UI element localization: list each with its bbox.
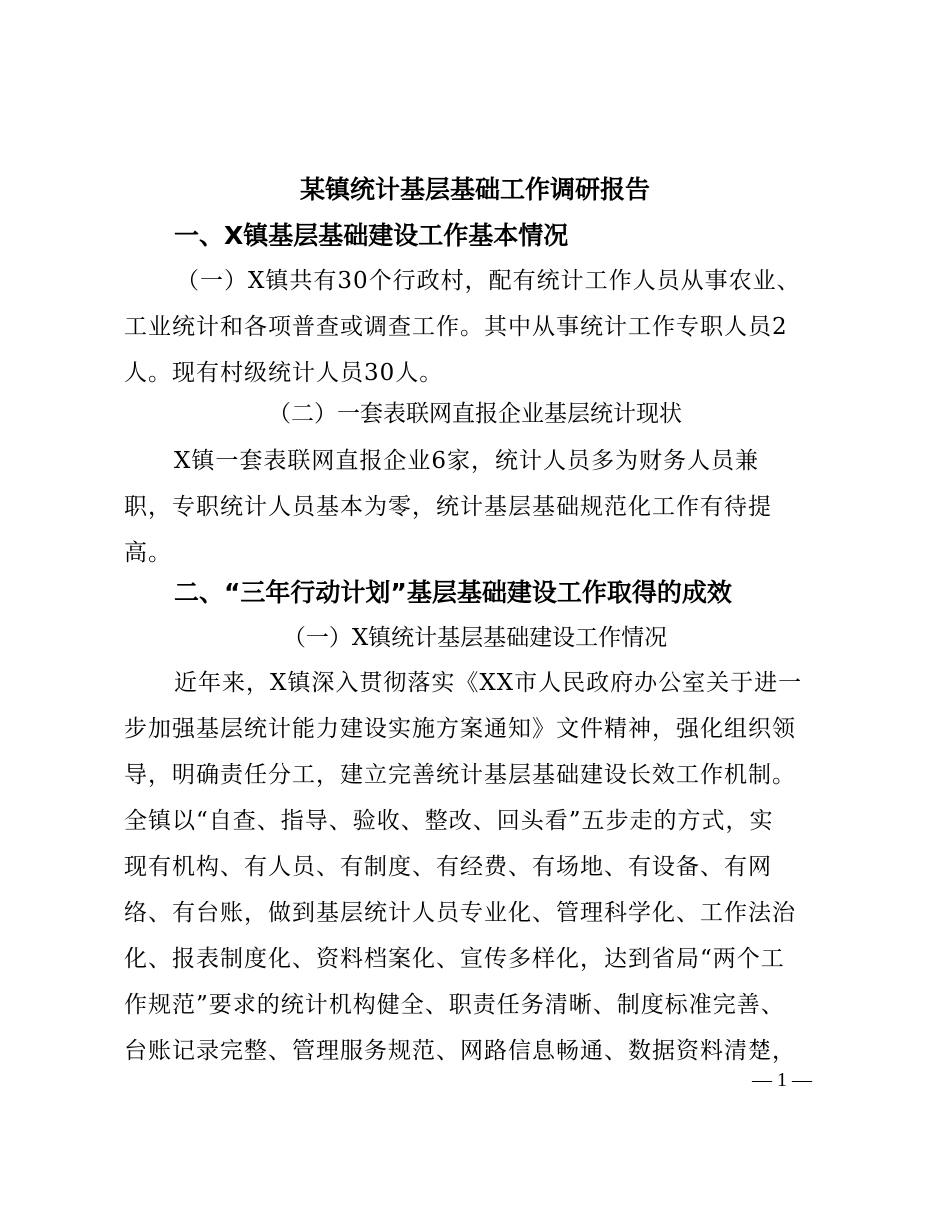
section-2-subheading-1: （一）X镇统计基层基础建设工作情况 [282, 625, 668, 651]
section-1-heading: 一、X镇基层基础建设工作基本情况 [174, 221, 569, 250]
paragraph-line: 全镇以“自查、指导、验收、整改、回头看”五步走的方式，实 [124, 808, 774, 834]
paragraph-line: 职，专职统计人员基本为零，统计基层基础规范化工作有待提 [124, 494, 772, 520]
paragraph-line: 台账记录完整、管理服务规范、网路信息畅通、数据资料清楚， [124, 1038, 796, 1064]
paragraph-line: 作规范”要求的统计机构健全、职责任务清晰、制度标准完善、 [124, 992, 785, 1018]
paragraph-line: 近年来，X镇深入贯彻落实《XX市人民政府办公室关于进一 [174, 670, 803, 696]
section-1-paragraph-1 [124, 258, 834, 396]
paragraph-line: （一）X镇共有30个行政村，配有统计工作人员从事农业、 [176, 268, 801, 294]
paragraph-line: 高。 [124, 540, 172, 566]
paragraph-line: 现有机构、有人员、有制度、有经费、有场地、有设备、有网 [124, 854, 772, 880]
document-title: 某镇统计基层基础工作调研报告 [299, 175, 650, 204]
section-2-paragraph-1 [124, 660, 834, 1074]
paragraph-line: 络、有台账，做到基层统计人员专业化、管理科学化、工作法治 [124, 900, 796, 926]
paragraph-line: 人。现有村级统计人员30人。 [124, 360, 444, 386]
section-1-subheading-2: （二）一套表联网直报企业基层统计现状 [268, 401, 682, 427]
page-number: — 1 — [752, 1069, 812, 1091]
paragraph-line: 导，明确责任分工，建立完善统计基层基础建设长效工作机制。 [124, 762, 796, 788]
section-1-paragraph-2 [124, 438, 834, 576]
paragraph-line: 化、报表制度化、资料档案化、宣传多样化，达到省局“两个工 [124, 946, 785, 972]
paragraph-line: X镇一套表联网直报企业6家，统计人员多为财务人员兼 [174, 448, 760, 474]
paragraph-line: 工业统计和各项普查或调查工作。其中从事统计工作专职人员2 [124, 314, 788, 340]
paragraph-line: 步加强基层统计能力建设实施方案通知》文件精神，强化组织领 [124, 716, 796, 742]
section-2-heading: 二、“三年行动计划”基层基础建设工作取得的成效 [174, 578, 732, 607]
